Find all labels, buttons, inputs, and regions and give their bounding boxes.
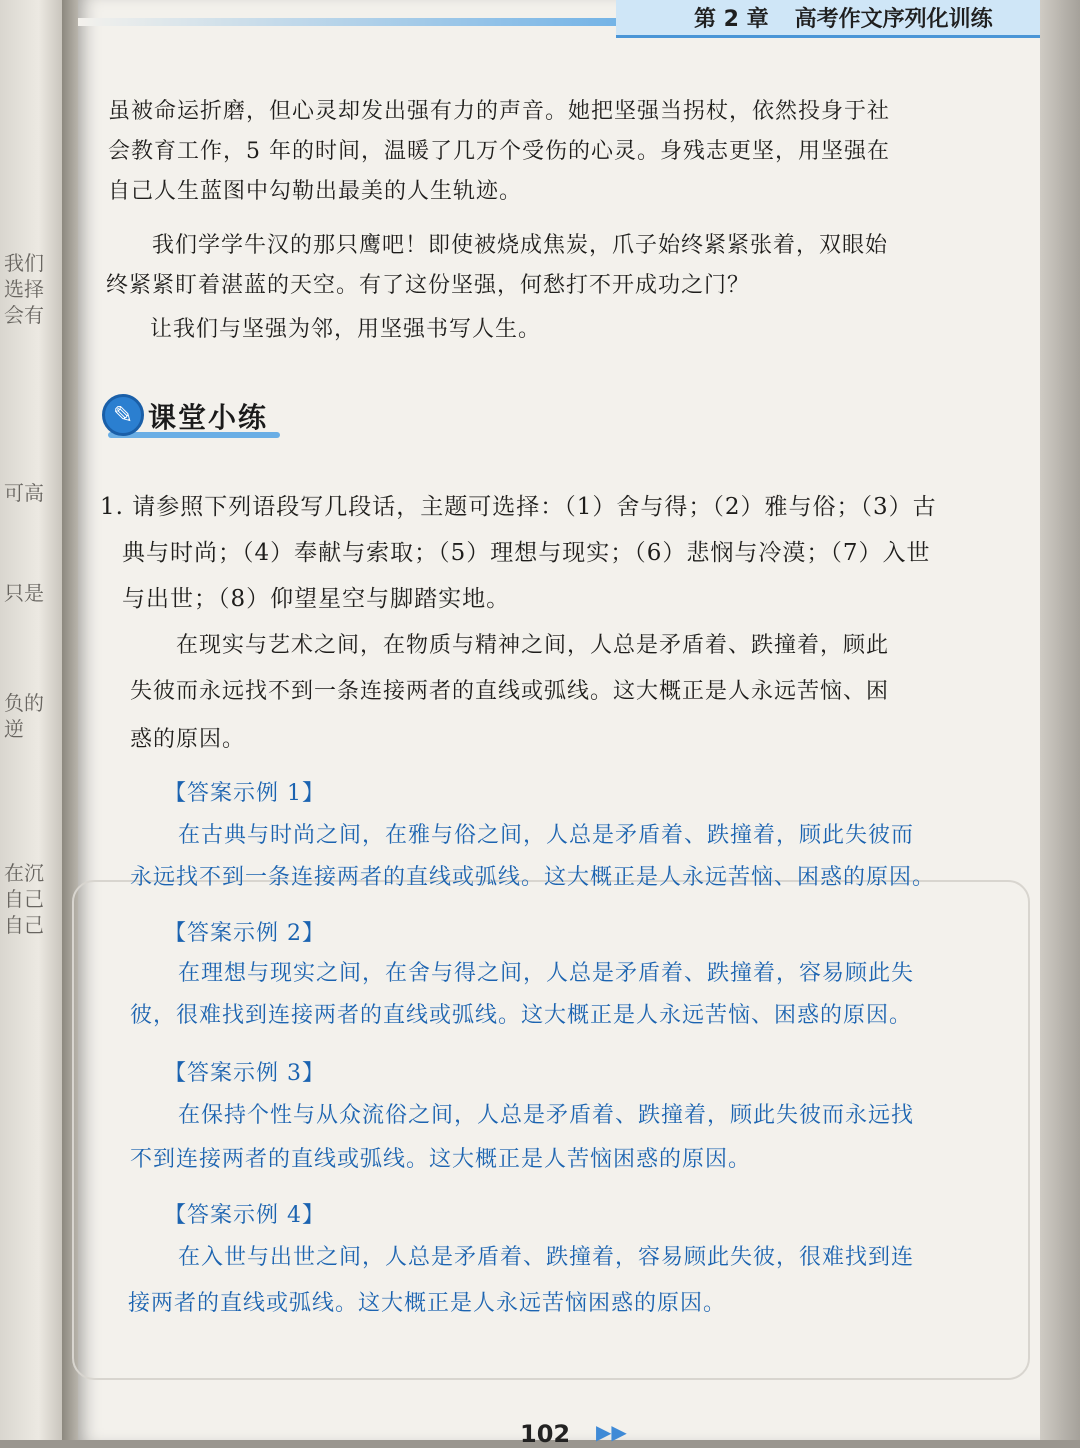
sample-line: 在现实与艺术之间，在物质与精神之间，人总是矛盾着、跌撞着，顾此 — [176, 633, 890, 658]
right-page-edge — [1040, 0, 1080, 1440]
header-rule — [78, 18, 638, 26]
left-page-fragment: 可高 — [4, 481, 44, 505]
chapter-number: 第 2 章 — [694, 7, 769, 32]
answer-line: 彼，很难找到连接两者的直线或弧线。这大概正是人永远苦恼、困惑的原因。 — [130, 1003, 913, 1028]
answer-line: 永远找不到一条连接两者的直线或弧线。这大概正是人永远苦恼、困惑的原因。 — [130, 865, 936, 890]
question-line: 1. 请参照下列语段写几段话，主题可选择：（1）舍与得；（2）雅与俗；（3）古 — [100, 494, 937, 520]
running-header — [616, 0, 1040, 38]
next-arrows-icon: ▶▶ — [596, 1420, 627, 1444]
left-page-fragment: 我们 选择 会有 — [4, 251, 44, 327]
question-line: 典与时尚；（4）奉献与索取；（5）理想与现实；（6）悲悯与冷漠；（7）入世 — [122, 540, 931, 566]
answer-line: 在古典与时尚之间，在雅与俗之间，人总是矛盾着、跌撞着，顾此失彼而 — [178, 823, 915, 848]
question-line: 与出世；（8）仰望星空与脚踏实地。 — [122, 586, 511, 612]
answer-label: 【答案示例 1】 — [164, 781, 325, 806]
left-page-fragment: 在沉 自己 自己 — [4, 861, 44, 937]
intro-line: 终紧紧盯着湛蓝的天空。有了这份坚强，何愁打不开成功之门？ — [106, 273, 751, 298]
chapter-title: 高考作文序列化训练 — [794, 7, 993, 32]
book-page — [78, 0, 1040, 1448]
sample-line: 惑的原因。 — [130, 727, 246, 752]
answer-label: 【答案示例 2】 — [164, 921, 325, 946]
pencil-icon: ✎ — [102, 394, 144, 436]
intro-line: 我们学学牛汉的那只鹰吧！即使被烧成焦炭，爪子始终紧紧张着，双眼始 — [152, 233, 889, 258]
intro-line: 自己人生蓝图中勾勒出最美的人生轨迹。 — [108, 179, 523, 204]
answer-label: 【答案示例 3】 — [164, 1061, 325, 1086]
left-page-edge — [0, 0, 70, 1440]
answer-label: 【答案示例 4】 — [164, 1203, 325, 1228]
answer-line: 接两者的直线或弧线。这大概正是人永远苦恼困惑的原因。 — [128, 1291, 727, 1316]
left-page-fragment: 只是 — [4, 581, 44, 605]
answer-line: 在入世与出世之间，人总是矛盾着、跌撞着，容易顾此失彼，很难找到连 — [178, 1245, 915, 1270]
intro-line: 虽被命运折磨，但心灵却发出强有力的声音。她把坚强当拐杖，依然投身于社 — [108, 99, 891, 124]
answer-line: 在理想与现实之间，在舍与得之间，人总是矛盾着、跌撞着，容易顾此失 — [178, 961, 915, 986]
intro-line: 会教育工作，5 年的时间，温暖了几万个受伤的心灵。身残志更坚，用坚强在 — [108, 139, 890, 164]
answer-line: 不到连接两者的直线或弧线。这大概正是人苦恼困惑的原因。 — [130, 1147, 752, 1172]
section-title: 课堂小练 — [148, 401, 269, 434]
answer-line: 在保持个性与从众流俗之间，人总是矛盾着、跌撞着，顾此失彼而永远找 — [178, 1103, 915, 1128]
left-page-fragment: 负的 逆 — [4, 691, 44, 741]
page-number: 102 — [520, 1420, 571, 1448]
sample-line: 失彼而永远找不到一条连接两者的直线或弧线。这大概正是人永远苦恼、困 — [130, 679, 890, 704]
intro-line: 让我们与坚强为邻，用坚强书写人生。 — [150, 317, 542, 342]
